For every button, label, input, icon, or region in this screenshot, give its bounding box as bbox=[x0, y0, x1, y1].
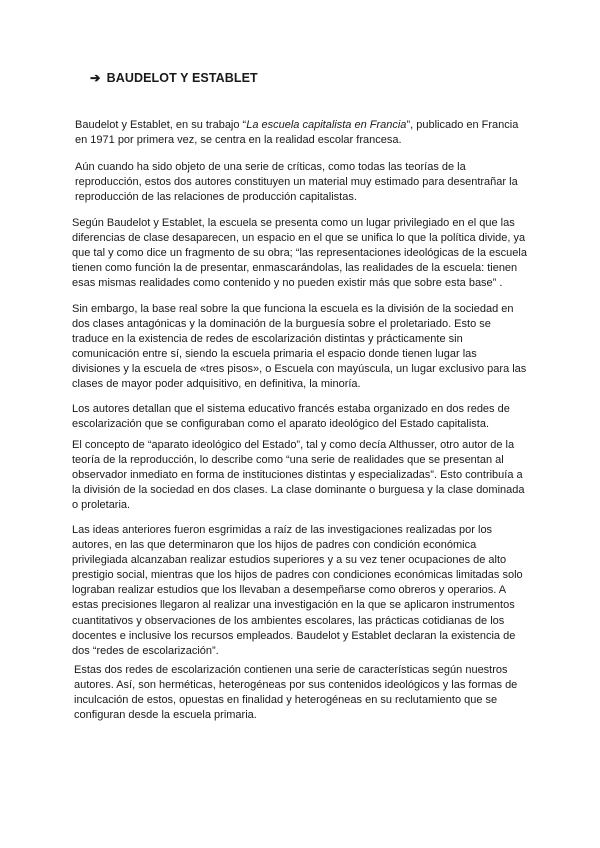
book-title: La escuela capitalista en Francia bbox=[246, 119, 407, 131]
paragraph-real-base: Sin embargo, la base real sobre la que funciona la escuela es la división de la sociedad en dos clases antagónicas y la dominación de la burguesía sobre el proletariado. Esto se traduce en la existencia de redes de escolarización distintas y prácticamente sin comunicación entre sí, siendo la escuela primaria el espacio donde tienen lugar las divisiones y la escuela de «tres pisos», o Escuela con mayúscula, un lugar exclusivo para las clases de mayor poder adquisitivo, en definitiva, la minoría. bbox=[72, 303, 527, 391]
paragraph-networks: Estas dos redes de escolarización contienen una serie de características según nuestros autores. Así, son herméticas, heterogéneas por sus contenidos ideológicos y las formas de inculcación de estos, opuestas en finalidad y heterogéneas en su reclutamiento que se configuran desde la escuela primaria. bbox=[74, 664, 518, 722]
paragraph-ideological-apparatus: El concepto de “aparato ideológico del Estado”, tal y como decía Althusser, otro autor de la teoría de la reproducción, lo describe como “una serie de realidades que se presentan al observador inmediato en forma de instituciones distintas y especializadas”. Esto contribuía a la división de la sociedad en dos clases. La clase dominante o burguesa y la clase dominada o proletaria. bbox=[72, 439, 525, 512]
paragraph-education-system: Los autores detallan que el sistema educativo francés estaba organizado en dos redes de escolarización que se configuraban como el aparato ideológico del Estado capitalista. bbox=[72, 403, 510, 431]
paragraph-research: Las ideas anteriores fueron esgrimidas a raíz de las investigaciones realizadas por los autores, en las que determinaron que los hijos de padres con condición económica privilegiada alcanzaban realizar estudios superiores y a su vez tener ocupaciones de alto prestigio social, mientras que los hijos de padres con condiciones económicas limitadas solo lograban realizar estudios que los llevaban a desempeñarse como obreros y operarios. A estas precisiones llegaron al realizar una investigación en la que se aplicaron instrumentos cuantitativos y observaciones de los ambientes escolares, las prácticas cotidianas de los docentes e inclusive los recursos empleados. Baudelot y Establet declaran la existencia de dos “redes de escolarización”. bbox=[72, 524, 523, 657]
paragraph-critiques: Aún cuando ha sido objeto de una serie de críticas, como todas las teorías de la reproducción, estos dos autores constituyen un material muy estimado para desentrañar la reproducción de las relaciones de producción capitalistas. bbox=[75, 161, 518, 204]
heading-title: BAUDELOT Y ESTABLET bbox=[106, 71, 258, 85]
paragraph-school-representation: Según Baudelot y Establet, la escuela se presenta como un lugar privilegiado en el que las diferencias de clase desaparecen, un espacio en el que se unifica lo que la política divide, ya que tal y como dice un fragmento de su obra; “las representaciones ideológicas de la escuela tienen como función la de presentar, enmascarándolas, las realidades de la escuela: tienen esas mismas realidades como contenido y no pueden existir más que sobre esta base” . bbox=[72, 217, 527, 290]
paragraph-intro bbox=[72, 118, 531, 148]
intro-text-after: ”, publicado en Francia en 1971 por primera vez, se centra en la realidad escolar francesa. bbox=[75, 119, 519, 147]
arrow-icon: ➔ bbox=[90, 71, 101, 85]
section-heading bbox=[90, 70, 258, 85]
intro-text-before: Baudelot y Establet, en su trabajo “ bbox=[75, 119, 247, 131]
